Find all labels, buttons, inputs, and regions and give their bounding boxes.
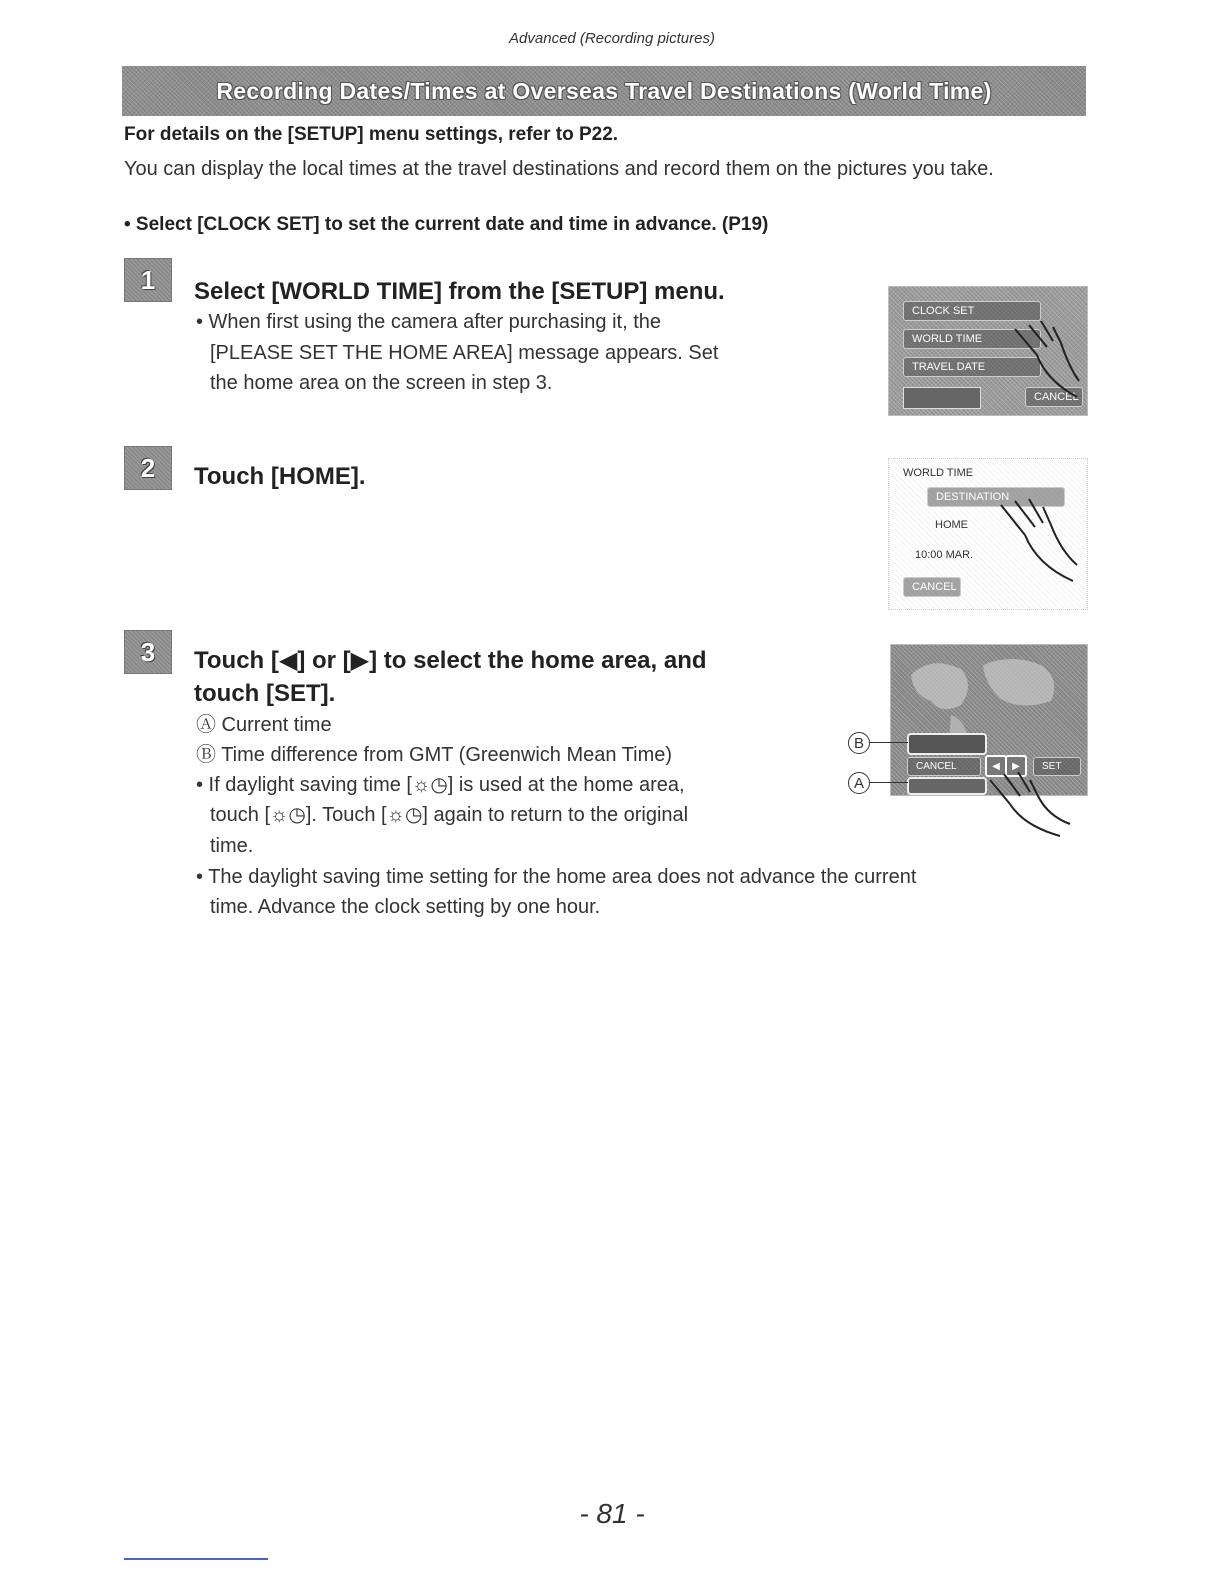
footer-rule xyxy=(124,1558,268,1560)
page-title: Recording Dates/Times at Overseas Travel Destinations (World Time) xyxy=(216,77,992,104)
clock-set-label: CLOCK SET xyxy=(912,305,975,317)
setup-reference: For details on the [SETUP] menu settings, refer to P22. xyxy=(124,124,619,145)
dst-clock-note-line-2: time. Advance the clock setting by one hour. xyxy=(210,896,601,918)
destination-label: DESTINATION xyxy=(936,491,1010,503)
clock-set-row xyxy=(903,301,1041,321)
touch-hand-icon xyxy=(960,760,1080,840)
gmt-offset-display xyxy=(907,733,987,755)
menu-tab-icons xyxy=(903,387,981,409)
step-1-title: Select [WORLD TIME] from the [SETUP] menu. xyxy=(194,278,725,305)
title-banner xyxy=(122,66,1086,116)
clock-set-note: • Select [CLOCK SET] to set the current date and time in advance. (P19) xyxy=(124,214,769,235)
callout-b-marker xyxy=(848,732,870,754)
gmt-difference-legend: Ⓑ Time difference from GMT (Greenwich Mean Time) xyxy=(196,744,673,766)
dst-note-line-2: touch [☼◷]. Touch [☼◷] again to return to the original xyxy=(210,804,689,826)
travel-date-label: TRAVEL DATE xyxy=(912,361,986,373)
home-row: HOME xyxy=(935,519,968,531)
section-label: Advanced (Recording pictures) xyxy=(509,30,715,47)
current-time-legend: Ⓐ Current time xyxy=(196,714,332,736)
step-3-set-label: SET xyxy=(1042,761,1062,772)
intro-text: You can display the local times at the travel destinations and record them on the pictures you take. xyxy=(124,158,994,180)
step-1-line-3: the home area on the screen in step 3. xyxy=(210,372,553,394)
step-3-badge xyxy=(124,630,172,674)
step-3-cancel-label: CANCEL xyxy=(916,761,957,772)
dst-clock-note-line-1: • The daylight saving time setting for the home area does not advance the current xyxy=(196,866,917,888)
step-3-title-line-1: Touch [◀] or [▶] to select the home area, and xyxy=(194,647,707,674)
dst-note-line-1: • If daylight saving time [☼◷] is used at the home area, xyxy=(196,774,685,796)
world-time-label: WORLD TIME xyxy=(912,333,983,345)
step-1-number: 1 xyxy=(140,264,156,295)
step-2-cancel-label: CANCEL xyxy=(912,581,957,593)
step-2-cancel xyxy=(903,577,961,597)
home-time-row: 10:00 MAR. xyxy=(915,549,974,561)
callout-b-label: B xyxy=(853,734,864,752)
step-2-number: 2 xyxy=(140,452,156,483)
dst-note-line-3: time. xyxy=(210,835,254,857)
step-3-number: 3 xyxy=(140,636,156,667)
callout-a-label: A xyxy=(853,774,864,792)
right-arrow-icon: ▶ xyxy=(1005,755,1027,777)
step-3-title-line-2: touch [SET]. xyxy=(194,680,336,707)
callout-b-line xyxy=(870,742,908,743)
step-1-line-1: • When first using the camera after purchasing it, the xyxy=(196,311,661,333)
step-1-badge xyxy=(124,258,172,302)
callout-a-line xyxy=(870,782,908,783)
touch-hand-icon xyxy=(1007,321,1081,401)
left-arrow-icon: ◀ xyxy=(985,755,1007,777)
step-1-screen xyxy=(888,286,1088,416)
callout-a-marker xyxy=(848,772,870,794)
step-1-cancel-label: CANCEL xyxy=(1034,391,1079,403)
page-number: - 81 - xyxy=(579,1498,645,1529)
touch-hand-icon xyxy=(991,495,1081,585)
world-time-heading: WORLD TIME xyxy=(903,467,974,479)
step-2-screen xyxy=(888,458,1088,610)
step-2-title: Touch [HOME]. xyxy=(194,463,366,490)
step-1-line-2: [PLEASE SET THE HOME AREA] message appears. Set xyxy=(210,342,719,364)
step-2-badge xyxy=(124,446,172,490)
